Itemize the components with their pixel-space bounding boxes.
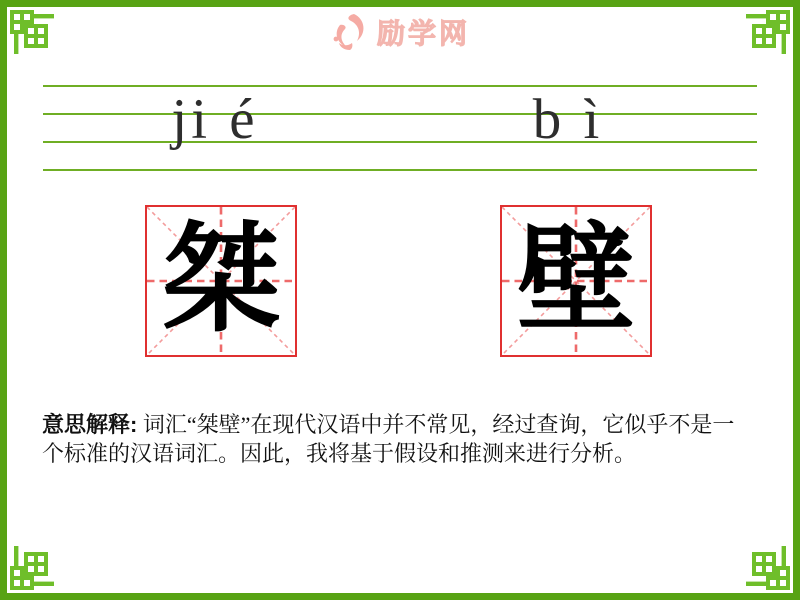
pinyin-jie: ji é xyxy=(171,88,259,151)
staff-line xyxy=(43,169,757,171)
logo-text: 励学网 xyxy=(376,18,470,49)
meaning-text: 词汇“桀壁”在现代汉语中并不常见，经过查询，它似乎不是一个标准的汉语词汇。因此，我将基于假设和推测来进行分析。 xyxy=(42,412,735,466)
character-grid-bi xyxy=(500,205,652,357)
hanzi-bi: 壁 xyxy=(516,215,635,346)
site-logo xyxy=(0,12,800,52)
flame-swirl-icon xyxy=(330,12,370,52)
corner-ornament-icon xyxy=(9,545,55,591)
hanzi-jie: 桀 xyxy=(161,215,280,346)
meaning-paragraph xyxy=(42,410,756,468)
pinyin-bi: b ì xyxy=(532,88,604,151)
corner-ornament-icon xyxy=(745,545,791,591)
meaning-label: 意思解释: xyxy=(42,412,138,437)
staff-line xyxy=(43,85,757,87)
character-grid-jie xyxy=(145,205,297,357)
